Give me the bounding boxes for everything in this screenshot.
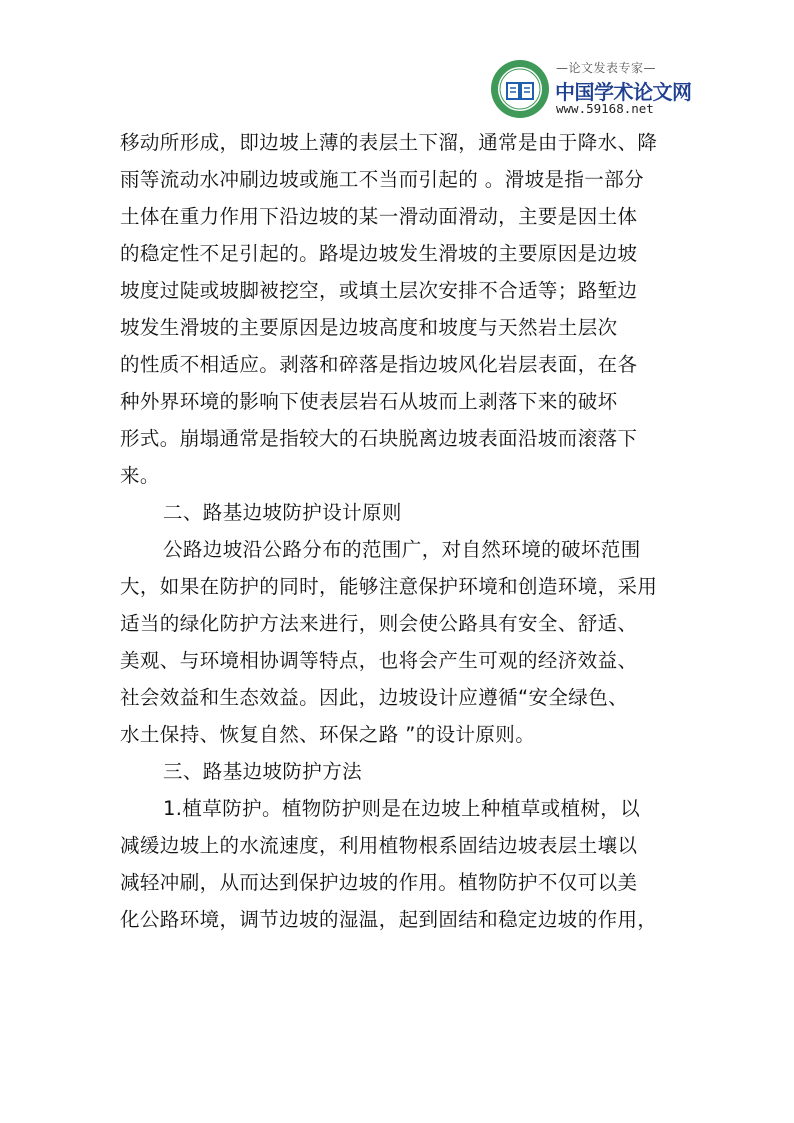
text-line: 的稳定性不足引起的。路堤边坡发生滑坡的主要原因是边坡 <box>120 242 638 265</box>
text-line: 减缓边坡上的水流速度，利用植物根系固结边坡表层土壤以 <box>120 834 638 857</box>
text-line: 坡发生滑坡的主要原因是边坡高度和坡度与天然岩土层次 <box>120 316 618 339</box>
text-line: 土体在重力作用下沿边坡的某一滑动面滑动，主要是因土体 <box>120 205 638 228</box>
logo-site-name: 中国学术论文网 <box>555 80 692 104</box>
text-line: 社会效益和生态效益。因此，边坡设计应遵循“安全绿色、 <box>120 686 629 709</box>
text-line: 美观、与环境相协调等特点，也将会产生可观的经济效益、 <box>120 649 638 672</box>
text-line: 1.植草防护。植物防护则是在边坡上种植草或植树，以 <box>163 797 641 820</box>
text-line: 雨等流动水冲刷边坡或施工不当而引起的 。滑坡是指一部分 <box>120 168 644 191</box>
text-line: 三、路基边坡防护方法 <box>163 760 363 783</box>
text-line: 来。 <box>120 464 160 487</box>
text-line: 化公路环境，调节边坡的湿温，起到固结和稳定边坡的作用， <box>120 908 658 931</box>
text-line: 种外界环境的影响下使表层岩石从坡而上剥落下来的破坏 <box>120 390 618 413</box>
text-line: 公路边坡沿公路分布的范围广，对自然环境的破坏范围 <box>163 538 641 561</box>
text-line: 的性质不相适应。剥落和碎落是指边坡风化岩层表面，在各 <box>120 353 638 376</box>
text-line: 形式。崩塌通常是指较大的石块脱离边坡表面沿坡而滚落下 <box>120 427 638 450</box>
text-line: 二、路基边坡防护设计原则 <box>163 501 402 524</box>
text-line: 坡度过陡或坡脚被挖空，或填土层次安排不合适等；路堑边 <box>120 279 638 302</box>
text-line: 大，如果在防护的同时，能够注意保护环境和创造环境，采用 <box>120 575 658 598</box>
book-emblem-icon <box>490 59 550 119</box>
text-line: 移动所形成，即边坡上薄的表层土下溜，通常是由于降水、降 <box>120 131 658 154</box>
site-logo <box>488 56 692 120</box>
logo-url: www.59168.net <box>556 101 654 116</box>
text-line: 水土保持、恢复自然、环保之路 ”的设计原则。 <box>120 723 536 746</box>
logo-tagline: —论文发表专家— <box>556 61 657 75</box>
text-line: 适当的绿化防护方法来进行，则会使公路具有安全、舒适、 <box>120 612 638 635</box>
text-line: 减轻冲刷，从而达到保护边坡的作用。植物防护不仅可以美 <box>120 871 638 894</box>
document-body <box>120 124 680 938</box>
